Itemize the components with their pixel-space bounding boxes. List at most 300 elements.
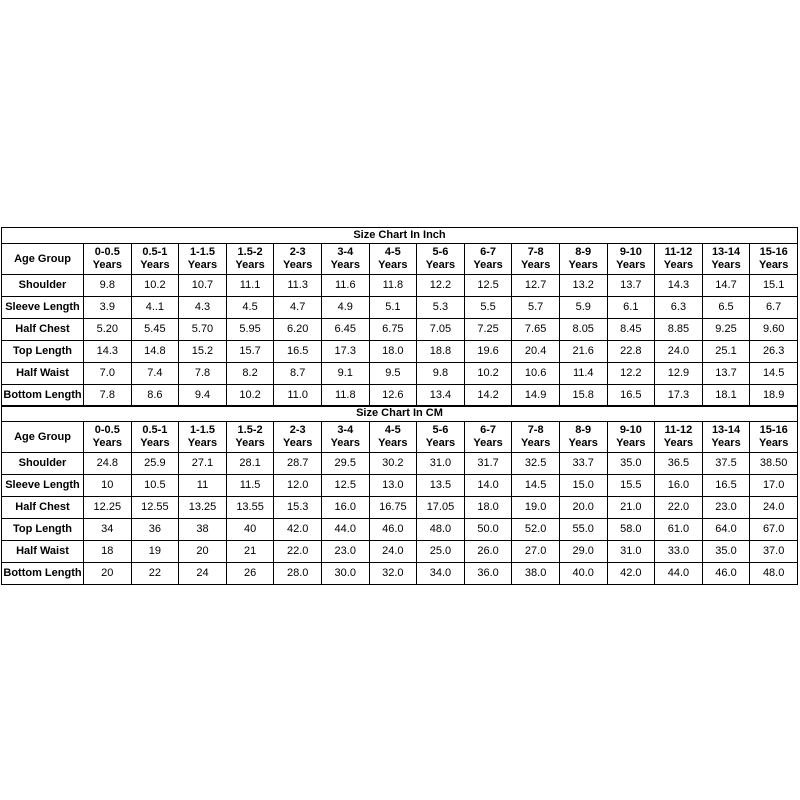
table-cell: 5.70 xyxy=(179,319,227,341)
age-group-header: Age Group xyxy=(2,244,84,275)
table-cell: 6.3 xyxy=(655,297,703,319)
table-cell: 14.3 xyxy=(84,341,132,363)
table-row xyxy=(2,341,798,363)
table-cell: 36.5 xyxy=(655,453,703,475)
table-cell: 7.0 xyxy=(84,363,132,385)
table-cell: 16.5 xyxy=(274,341,322,363)
table-cell: 36.0 xyxy=(464,563,512,585)
table-row xyxy=(2,363,798,385)
age-range-label: 1-1.5 xyxy=(189,424,216,436)
age-range-label: 11-12 xyxy=(664,246,693,258)
age-range-label: 11-12 xyxy=(664,424,693,436)
table-cell: 61.0 xyxy=(655,519,703,541)
table-cell: 11.6 xyxy=(321,275,369,297)
table-cell: 5.95 xyxy=(226,319,274,341)
table-cell: 12.55 xyxy=(131,497,179,519)
row-label: Sleeve Length xyxy=(2,475,84,497)
table-cell: 15.0 xyxy=(559,475,607,497)
table-cell: 16.5 xyxy=(607,385,655,407)
table-cell: 28.1 xyxy=(226,453,274,475)
age-range-label: 8-9 xyxy=(575,246,592,258)
age-range-label: 5-6 xyxy=(432,424,449,436)
age-range-label: 1.5-2 xyxy=(237,424,263,436)
table-cell: 12.25 xyxy=(84,497,132,519)
table-cell: 12.9 xyxy=(655,363,703,385)
age-range-label: 1.5-2 xyxy=(237,246,263,258)
table-cell: 22.0 xyxy=(274,541,322,563)
table-cell: 4.5 xyxy=(226,297,274,319)
table-cell: 42.0 xyxy=(274,519,322,541)
age-column-header xyxy=(369,244,417,275)
table-cell: 27.1 xyxy=(179,453,227,475)
years-label: Years xyxy=(473,259,503,271)
table-cell: 3.9 xyxy=(84,297,132,319)
table-cell: 21.6 xyxy=(559,341,607,363)
age-range-label: 2-3 xyxy=(289,424,306,436)
age-range-label: 6-7 xyxy=(480,246,496,258)
table-cell: 11.1 xyxy=(226,275,274,297)
row-label: Bottom Length xyxy=(2,385,84,407)
table-cell: 17.3 xyxy=(655,385,703,407)
table-title: Size Chart In CM xyxy=(2,406,798,422)
table-cell: 4..1 xyxy=(131,297,179,319)
table-cell: 22 xyxy=(131,563,179,585)
table-cell: 4.3 xyxy=(179,297,227,319)
table-cell: 34.0 xyxy=(417,563,465,585)
table-cell: 14.5 xyxy=(512,475,560,497)
table-cell: 22.8 xyxy=(607,341,655,363)
table-cell: 28.0 xyxy=(274,563,322,585)
table-cell: 17.0 xyxy=(750,475,798,497)
years-label: Years xyxy=(425,437,456,449)
table-row xyxy=(2,385,798,407)
table-cell: 7.8 xyxy=(84,385,132,407)
age-range-label: 6-7 xyxy=(480,424,496,436)
size-chart-inch-table xyxy=(1,227,798,407)
table-cell: 24.0 xyxy=(655,341,703,363)
table-cell: 38.50 xyxy=(750,453,798,475)
table-cell: 10.2 xyxy=(226,385,274,407)
table-cell: 15.8 xyxy=(559,385,607,407)
years-label: Years xyxy=(663,437,694,449)
age-range-label: 0.5-1 xyxy=(142,246,168,258)
table-cell: 12.2 xyxy=(417,275,465,297)
table-title-row xyxy=(2,406,798,422)
table-cell: 9.8 xyxy=(417,363,465,385)
age-range-label: 7-8 xyxy=(527,424,544,436)
table-cell: 13.7 xyxy=(607,275,655,297)
table-cell: 14.9 xyxy=(512,385,560,407)
table-cell: 21.0 xyxy=(607,497,655,519)
years-label: Years xyxy=(520,259,551,271)
table-cell: 19.6 xyxy=(464,341,512,363)
table-cell: 48.0 xyxy=(417,519,465,541)
age-range-label: 13-14 xyxy=(711,246,741,258)
table-cell: 6.5 xyxy=(702,297,750,319)
row-label: Shoulder xyxy=(2,453,84,475)
table-cell: 11.0 xyxy=(274,385,322,407)
table-cell: 5.3 xyxy=(417,297,465,319)
table-cell: 12.6 xyxy=(369,385,417,407)
table-cell: 40 xyxy=(226,519,274,541)
years-label: Years xyxy=(187,437,218,449)
table-cell: 19 xyxy=(131,541,179,563)
table-cell: 11.8 xyxy=(369,275,417,297)
size-chart-cm-table xyxy=(1,405,798,585)
table-cell: 27.0 xyxy=(512,541,560,563)
age-column-header xyxy=(512,422,560,453)
table-cell: 10.2 xyxy=(131,275,179,297)
table-cell: 14.3 xyxy=(655,275,703,297)
age-column-header xyxy=(417,244,465,275)
table-cell: 15.5 xyxy=(607,475,655,497)
table-row xyxy=(2,541,798,563)
years-label: Years xyxy=(520,437,551,449)
table-cell: 18.8 xyxy=(417,341,465,363)
table-cell: 16.0 xyxy=(655,475,703,497)
table-cell: 64.0 xyxy=(702,519,750,541)
table-cell: 20.4 xyxy=(512,341,560,363)
table-row xyxy=(2,475,798,497)
table-cell: 15.3 xyxy=(274,497,322,519)
table-cell: 33.0 xyxy=(655,541,703,563)
years-label: Years xyxy=(187,259,218,271)
table-cell: 31.7 xyxy=(464,453,512,475)
years-label: Years xyxy=(330,259,360,271)
table-cell: 21 xyxy=(226,541,274,563)
table-cell: 55.0 xyxy=(559,519,607,541)
table-cell: 8.45 xyxy=(607,319,655,341)
age-column-header xyxy=(179,244,227,275)
table-cell: 13.0 xyxy=(369,475,417,497)
table-cell: 18.0 xyxy=(369,341,417,363)
years-label: Years xyxy=(711,259,741,271)
table-cell: 24.0 xyxy=(369,541,417,563)
age-column-header xyxy=(321,244,369,275)
table-cell: 23.0 xyxy=(321,541,369,563)
table-cell: 9.60 xyxy=(750,319,798,341)
table-cell: 19.0 xyxy=(512,497,560,519)
table-cell: 14.8 xyxy=(131,341,179,363)
age-range-label: 3-4 xyxy=(337,246,354,258)
row-label: Sleeve Length xyxy=(2,297,84,319)
age-group-header: Age Group xyxy=(2,422,84,453)
table-cell: 58.0 xyxy=(607,519,655,541)
table-cell: 11.3 xyxy=(274,275,322,297)
table-row xyxy=(2,497,798,519)
table-cell: 30.0 xyxy=(321,563,369,585)
age-range-label: 2-3 xyxy=(289,246,306,258)
table-cell: 14.5 xyxy=(750,363,798,385)
table-cell: 23.0 xyxy=(702,497,750,519)
table-cell: 10 xyxy=(84,475,132,497)
table-cell: 18.9 xyxy=(750,385,798,407)
table-cell: 7.05 xyxy=(417,319,465,341)
years-label: Years xyxy=(92,259,122,271)
table-cell: 40.0 xyxy=(559,563,607,585)
age-range-label: 4-5 xyxy=(384,424,401,436)
table-cell: 46.0 xyxy=(369,519,417,541)
age-column-header xyxy=(226,422,274,453)
years-label: Years xyxy=(711,437,741,449)
table-cell: 10.7 xyxy=(179,275,227,297)
age-range-label: 13-14 xyxy=(711,424,741,436)
age-column-header xyxy=(464,422,512,453)
table-cell: 9.8 xyxy=(84,275,132,297)
age-column-header xyxy=(274,422,322,453)
table-cell: 6.75 xyxy=(369,319,417,341)
table-cell: 14.2 xyxy=(464,385,512,407)
age-range-label: 3-4 xyxy=(337,424,354,436)
table-cell: 8.85 xyxy=(655,319,703,341)
table-cell: 25.9 xyxy=(131,453,179,475)
table-cell: 14.7 xyxy=(702,275,750,297)
years-label: Years xyxy=(616,437,646,449)
table-cell: 11.8 xyxy=(321,385,369,407)
age-column-header xyxy=(464,244,512,275)
age-column-header xyxy=(131,244,179,275)
table-cell: 26.3 xyxy=(750,341,798,363)
table-cell: 18.0 xyxy=(464,497,512,519)
table-cell: 5.1 xyxy=(369,297,417,319)
table-cell: 8.6 xyxy=(131,385,179,407)
table-cell: 44.0 xyxy=(655,563,703,585)
table-cell: 5.5 xyxy=(464,297,512,319)
table-cell: 12.5 xyxy=(321,475,369,497)
age-range-label: 0.5-1 xyxy=(142,424,168,436)
table-cell: 16.5 xyxy=(702,475,750,497)
row-label: Top Length xyxy=(2,519,84,541)
years-label: Years xyxy=(235,437,265,449)
table-cell: 10.5 xyxy=(131,475,179,497)
age-column-header xyxy=(607,422,655,453)
header-row xyxy=(2,244,798,275)
row-label: Half Waist xyxy=(2,363,84,385)
age-column-header xyxy=(750,422,798,453)
table-title-row xyxy=(2,228,798,244)
table-row xyxy=(2,297,798,319)
table-cell: 20 xyxy=(84,563,132,585)
table-cell: 32.5 xyxy=(512,453,560,475)
years-label: Years xyxy=(758,437,789,449)
table-cell: 35.0 xyxy=(607,453,655,475)
table-cell: 5.7 xyxy=(512,297,560,319)
age-range-label: 15-16 xyxy=(759,424,788,436)
age-column-header xyxy=(417,422,465,453)
table-cell: 12.5 xyxy=(464,275,512,297)
years-label: Years xyxy=(425,259,456,271)
table-cell: 15.2 xyxy=(179,341,227,363)
table-cell: 8.05 xyxy=(559,319,607,341)
table-cell: 7.25 xyxy=(464,319,512,341)
years-label: Years xyxy=(330,437,360,449)
row-label: Half Chest xyxy=(2,497,84,519)
age-column-header xyxy=(750,244,798,275)
table-cell: 4.7 xyxy=(274,297,322,319)
years-label: Years xyxy=(758,259,789,271)
table-cell: 28.7 xyxy=(274,453,322,475)
age-range-label: 5-6 xyxy=(432,246,449,258)
table-cell: 6.1 xyxy=(607,297,655,319)
table-cell: 7.65 xyxy=(512,319,560,341)
table-cell: 9.1 xyxy=(321,363,369,385)
table-cell: 18 xyxy=(84,541,132,563)
table-cell: 32.0 xyxy=(369,563,417,585)
age-column-header xyxy=(321,422,369,453)
years-label: Years xyxy=(616,259,646,271)
table-cell: 24.8 xyxy=(84,453,132,475)
table-cell: 24.0 xyxy=(750,497,798,519)
table-cell: 12.7 xyxy=(512,275,560,297)
years-label: Years xyxy=(663,259,694,271)
years-label: Years xyxy=(378,259,408,271)
table-cell: 15.7 xyxy=(226,341,274,363)
age-column-header xyxy=(702,422,750,453)
years-label: Years xyxy=(378,437,408,449)
age-column-header xyxy=(84,422,132,453)
table-cell: 67.0 xyxy=(750,519,798,541)
table-cell: 37.0 xyxy=(750,541,798,563)
years-label: Years xyxy=(568,437,598,449)
table-cell: 8.7 xyxy=(274,363,322,385)
table-cell: 36 xyxy=(131,519,179,541)
age-range-label: 0-0.5 xyxy=(94,246,120,258)
table-cell: 20.0 xyxy=(559,497,607,519)
table-cell: 35.0 xyxy=(702,541,750,563)
table-title: Size Chart In Inch xyxy=(2,228,798,244)
age-column-header xyxy=(655,244,703,275)
years-label: Years xyxy=(92,437,122,449)
table-cell: 50.0 xyxy=(464,519,512,541)
row-label: Half Waist xyxy=(2,541,84,563)
row-label: Top Length xyxy=(2,341,84,363)
table-cell: 13.2 xyxy=(559,275,607,297)
table-cell: 30.2 xyxy=(369,453,417,475)
age-column-header xyxy=(179,422,227,453)
table-cell: 11.4 xyxy=(559,363,607,385)
table-cell: 6.7 xyxy=(750,297,798,319)
table-row xyxy=(2,563,798,585)
table-cell: 52.0 xyxy=(512,519,560,541)
years-label: Years xyxy=(473,437,503,449)
age-column-header xyxy=(369,422,417,453)
age-range-label: 15-16 xyxy=(759,246,788,258)
age-column-header xyxy=(607,244,655,275)
table-cell: 11 xyxy=(179,475,227,497)
table-cell: 42.0 xyxy=(607,563,655,585)
years-label: Years xyxy=(235,259,265,271)
table-cell: 9.4 xyxy=(179,385,227,407)
table-row xyxy=(2,319,798,341)
table-cell: 13.5 xyxy=(417,475,465,497)
table-cell: 38.0 xyxy=(512,563,560,585)
years-label: Years xyxy=(568,259,598,271)
table-cell: 13.4 xyxy=(417,385,465,407)
table-row xyxy=(2,519,798,541)
table-cell: 13.7 xyxy=(702,363,750,385)
table-cell: 12.0 xyxy=(274,475,322,497)
age-column-header xyxy=(655,422,703,453)
table-cell: 9.25 xyxy=(702,319,750,341)
table-cell: 9.5 xyxy=(369,363,417,385)
age-range-label: 4-5 xyxy=(384,246,401,258)
age-column-header xyxy=(559,244,607,275)
table-cell: 8.2 xyxy=(226,363,274,385)
age-column-header xyxy=(512,244,560,275)
years-label: Years xyxy=(140,437,170,449)
table-cell: 4.9 xyxy=(321,297,369,319)
table-cell: 25.1 xyxy=(702,341,750,363)
age-column-header xyxy=(226,244,274,275)
row-label: Bottom Length xyxy=(2,563,84,585)
table-cell: 6.20 xyxy=(274,319,322,341)
table-cell: 22.0 xyxy=(655,497,703,519)
table-cell: 12.2 xyxy=(607,363,655,385)
table-cell: 10.2 xyxy=(464,363,512,385)
table-cell: 7.8 xyxy=(179,363,227,385)
table-cell: 14.0 xyxy=(464,475,512,497)
age-range-label: 1-1.5 xyxy=(189,246,216,258)
row-label: Half Chest xyxy=(2,319,84,341)
age-column-header xyxy=(131,422,179,453)
age-range-label: 8-9 xyxy=(575,424,592,436)
years-label: Years xyxy=(282,437,313,449)
table-cell: 34 xyxy=(84,519,132,541)
years-label: Years xyxy=(140,259,170,271)
table-cell: 16.0 xyxy=(321,497,369,519)
table-cell: 5.9 xyxy=(559,297,607,319)
table-cell: 26 xyxy=(226,563,274,585)
table-cell: 11.5 xyxy=(226,475,274,497)
table-cell: 18.1 xyxy=(702,385,750,407)
table-cell: 5.20 xyxy=(84,319,132,341)
table-cell: 17.05 xyxy=(417,497,465,519)
table-cell: 29.0 xyxy=(559,541,607,563)
table-row xyxy=(2,275,798,297)
table-cell: 37.5 xyxy=(702,453,750,475)
table-cell: 24 xyxy=(179,563,227,585)
table-cell: 5.45 xyxy=(131,319,179,341)
table-cell: 16.75 xyxy=(369,497,417,519)
years-label: Years xyxy=(282,259,313,271)
table-cell: 17.3 xyxy=(321,341,369,363)
table-cell: 15.1 xyxy=(750,275,798,297)
table-cell: 48.0 xyxy=(750,563,798,585)
header-row xyxy=(2,422,798,453)
table-cell: 26.0 xyxy=(464,541,512,563)
age-range-label: 9-10 xyxy=(619,246,642,258)
table-cell: 33.7 xyxy=(559,453,607,475)
table-row xyxy=(2,453,798,475)
table-cell: 25.0 xyxy=(417,541,465,563)
table-cell: 10.6 xyxy=(512,363,560,385)
table-cell: 13.25 xyxy=(179,497,227,519)
row-label: Shoulder xyxy=(2,275,84,297)
table-cell: 29.5 xyxy=(321,453,369,475)
table-cell: 38 xyxy=(179,519,227,541)
age-column-header xyxy=(274,244,322,275)
age-column-header xyxy=(84,244,132,275)
table-cell: 6.45 xyxy=(321,319,369,341)
age-range-label: 9-10 xyxy=(619,424,642,436)
table-cell: 44.0 xyxy=(321,519,369,541)
age-range-label: 0-0.5 xyxy=(94,424,120,436)
age-column-header xyxy=(559,422,607,453)
age-range-label: 7-8 xyxy=(527,246,544,258)
table-cell: 7.4 xyxy=(131,363,179,385)
age-column-header xyxy=(702,244,750,275)
table-cell: 13.55 xyxy=(226,497,274,519)
